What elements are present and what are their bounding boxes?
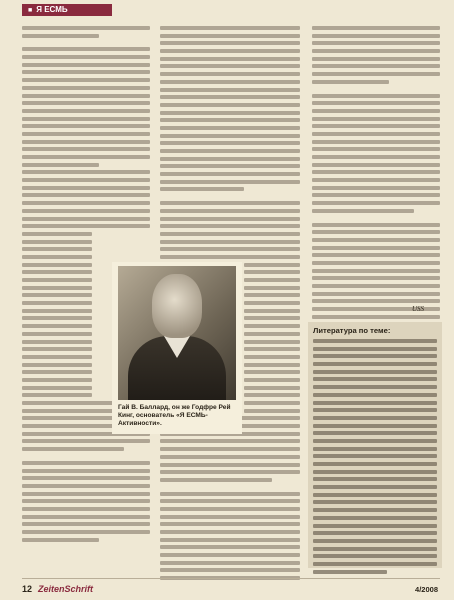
portrait-figure xyxy=(112,262,242,434)
sidebar-title: Литература по теме: xyxy=(313,326,391,335)
issue-number: 4/2008 xyxy=(415,585,438,594)
photo-caption: Гай В. Баллард, он же Годфре Рей Кинг, основатель «Я ЕСМЬ-Активности». xyxy=(118,404,231,427)
author-signature: USS xyxy=(412,305,425,313)
literature-sidebar xyxy=(308,322,442,568)
footer-rule xyxy=(22,578,440,579)
footer-left xyxy=(22,584,93,594)
portrait-photo xyxy=(118,266,236,400)
magazine-name: ZeitenSchrift xyxy=(38,584,94,594)
section-tag: ■ Я ЕСМЬ xyxy=(22,4,112,16)
page-number: 12 xyxy=(22,584,33,594)
